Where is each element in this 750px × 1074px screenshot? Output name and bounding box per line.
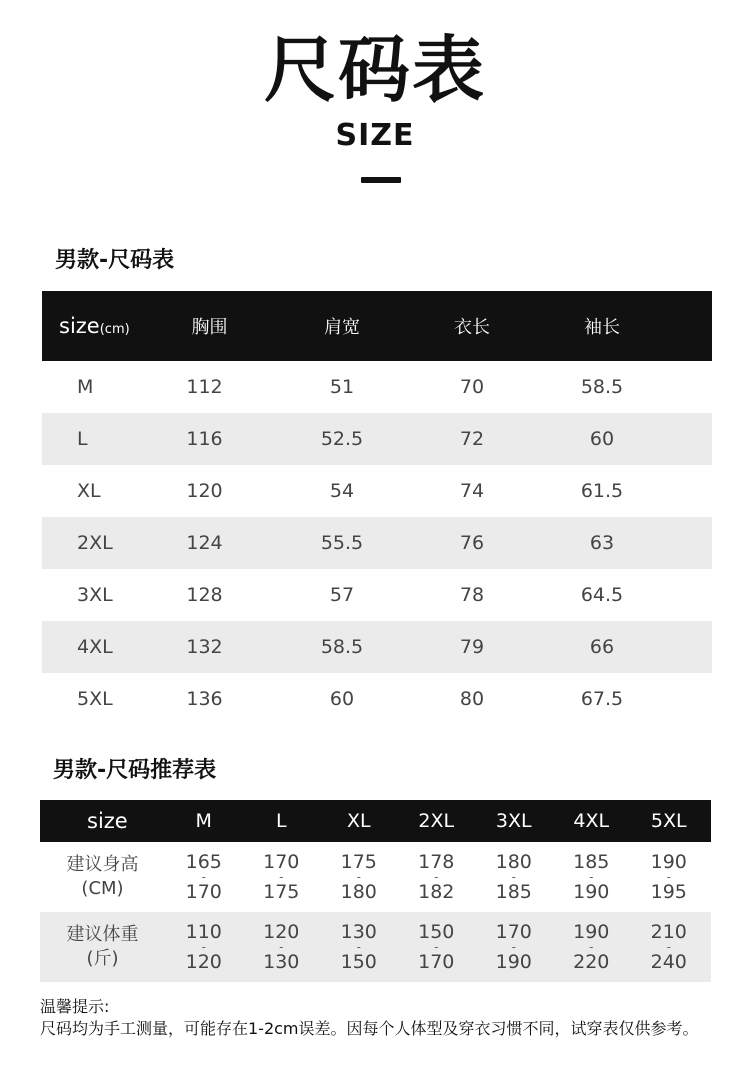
header-length: 衣长 xyxy=(454,317,490,338)
cell-sleeve: 63 xyxy=(589,532,615,554)
range-max: 175 xyxy=(263,881,300,903)
range-separator: - xyxy=(279,940,284,954)
range-max: 170 xyxy=(418,951,455,973)
range-max: 170 xyxy=(185,881,222,903)
row-size: L xyxy=(77,428,88,450)
row-label xyxy=(40,853,165,901)
cell-chest: 116 xyxy=(186,428,223,450)
row-size: 4XL xyxy=(77,636,113,658)
note-text: 尺码均为手工测量，可能存在1-2cm误差。因每个人体型及穿衣习惯不同，试穿表仅供参考。 xyxy=(40,1019,699,1038)
recommend-header xyxy=(40,800,711,842)
range-min: 150 xyxy=(418,921,455,943)
header-size-m: M xyxy=(195,810,212,832)
range-max: 120 xyxy=(185,951,222,973)
note-heading: 温馨提示: xyxy=(40,997,110,1016)
range-min: 170 xyxy=(495,921,532,943)
page-title: 尺码表 xyxy=(263,28,486,112)
cell-length: 70 xyxy=(459,376,485,398)
table-row xyxy=(42,569,712,621)
cell-sleeve: 60 xyxy=(589,428,615,450)
range-cell xyxy=(553,922,631,972)
cell-sleeve: 61.5 xyxy=(580,480,624,502)
range-cell xyxy=(243,852,321,902)
cell-length: 76 xyxy=(459,532,485,554)
range-min: 170 xyxy=(263,851,300,873)
cell-sleeve: 67.5 xyxy=(580,688,624,710)
range-cell xyxy=(630,852,708,902)
header-size-l: L xyxy=(275,810,287,832)
recommend-table xyxy=(40,800,711,982)
range-separator: - xyxy=(511,940,516,954)
range-cell xyxy=(553,852,631,902)
range-separator: - xyxy=(201,940,206,954)
header-size-xl: XL xyxy=(346,810,371,832)
range-max: 130 xyxy=(263,951,300,973)
range-max: 180 xyxy=(340,881,377,903)
range-separator: - xyxy=(279,870,284,884)
range-separator: - xyxy=(589,870,594,884)
range-cell xyxy=(630,922,708,972)
row-size: 2XL xyxy=(77,532,113,554)
range-min: 110 xyxy=(185,921,222,943)
range-cell xyxy=(398,852,476,902)
range-cell xyxy=(165,852,243,902)
cell-chest: 120 xyxy=(186,480,223,502)
cell-shoulder: 52.5 xyxy=(320,428,364,450)
size-chart-table xyxy=(42,291,712,725)
header-size-label: size xyxy=(59,314,100,338)
cell-shoulder: 60 xyxy=(329,688,355,710)
range-cell xyxy=(475,922,553,972)
weight-row xyxy=(40,912,711,982)
table-row xyxy=(42,465,712,517)
cell-shoulder: 54 xyxy=(329,480,355,502)
header-sleeve: 袖长 xyxy=(584,317,620,338)
range-min: 165 xyxy=(185,851,222,873)
page-subtitle: SIZE xyxy=(335,118,415,153)
cell-chest: 112 xyxy=(186,376,223,398)
header-size-4xl: 4XL xyxy=(573,810,610,832)
range-min: 178 xyxy=(418,851,455,873)
table-row xyxy=(42,361,712,413)
cell-chest: 124 xyxy=(186,532,223,554)
height-row xyxy=(40,842,711,912)
recommend-chart-title: 男款-尺码推荐表 xyxy=(53,758,217,783)
cell-chest: 132 xyxy=(186,636,223,658)
range-cell xyxy=(165,922,243,972)
cell-shoulder: 51 xyxy=(329,376,355,398)
title-divider xyxy=(361,177,401,183)
table-row xyxy=(42,673,712,725)
header-size-3xl: 3XL xyxy=(495,810,532,832)
header-size-5xl: 5XL xyxy=(650,810,687,832)
range-cell xyxy=(475,852,553,902)
range-separator: - xyxy=(666,870,671,884)
header-size-2xl: 2XL xyxy=(418,810,455,832)
row-label xyxy=(40,923,165,971)
cell-sleeve: 58.5 xyxy=(580,376,624,398)
range-max: 182 xyxy=(418,881,455,903)
range-min: 180 xyxy=(495,851,532,873)
range-min: 210 xyxy=(650,921,687,943)
table-row xyxy=(42,517,712,569)
row-size: M xyxy=(77,376,94,398)
size-chart-header xyxy=(42,291,712,361)
header-shoulder: 肩宽 xyxy=(324,317,360,338)
range-min: 190 xyxy=(650,851,687,873)
header-size-unit: (cm) xyxy=(99,322,130,337)
header-chest: 胸围 xyxy=(191,317,228,338)
header-size xyxy=(42,314,147,338)
cell-chest: 128 xyxy=(186,584,223,606)
cell-length: 74 xyxy=(459,480,485,502)
range-min: 130 xyxy=(340,921,377,943)
cell-shoulder: 55.5 xyxy=(320,532,364,554)
range-separator: - xyxy=(511,870,516,884)
row-label-unit: (斤) xyxy=(86,948,119,969)
range-min: 120 xyxy=(263,921,300,943)
range-separator: - xyxy=(666,940,671,954)
cell-chest: 136 xyxy=(186,688,223,710)
range-separator: - xyxy=(356,870,361,884)
cell-length: 78 xyxy=(459,584,485,606)
cell-sleeve: 66 xyxy=(589,636,615,658)
cell-shoulder: 58.5 xyxy=(320,636,364,658)
range-separator: - xyxy=(434,870,439,884)
range-cell xyxy=(320,852,398,902)
range-cell xyxy=(320,922,398,972)
range-max: 185 xyxy=(495,881,532,903)
table-row xyxy=(42,621,712,673)
row-size: 5XL xyxy=(77,688,113,710)
row-label-main: 建议身高 xyxy=(66,854,139,875)
range-cell xyxy=(398,922,476,972)
range-max: 240 xyxy=(650,951,687,973)
row-label-unit: (CM) xyxy=(81,878,124,899)
cell-length: 80 xyxy=(459,688,485,710)
range-max: 220 xyxy=(573,951,610,973)
cell-shoulder: 57 xyxy=(329,584,355,606)
range-min: 185 xyxy=(573,851,610,873)
range-min: 175 xyxy=(340,851,377,873)
cell-length: 79 xyxy=(459,636,485,658)
cell-length: 72 xyxy=(459,428,485,450)
row-size: XL xyxy=(77,480,101,502)
range-cell xyxy=(243,922,321,972)
row-label-main: 建议体重 xyxy=(66,924,139,945)
row-size: 3XL xyxy=(77,584,113,606)
range-separator: - xyxy=(589,940,594,954)
range-min: 190 xyxy=(573,921,610,943)
range-max: 195 xyxy=(650,881,687,903)
header-size: size xyxy=(87,809,128,833)
range-max: 190 xyxy=(495,951,532,973)
cell-sleeve: 64.5 xyxy=(580,584,624,606)
range-separator: - xyxy=(201,870,206,884)
table-row xyxy=(42,413,712,465)
size-chart-title: 男款-尺码表 xyxy=(55,248,175,273)
range-max: 150 xyxy=(340,951,377,973)
range-separator: - xyxy=(434,940,439,954)
range-separator: - xyxy=(356,940,361,954)
range-max: 190 xyxy=(573,881,610,903)
